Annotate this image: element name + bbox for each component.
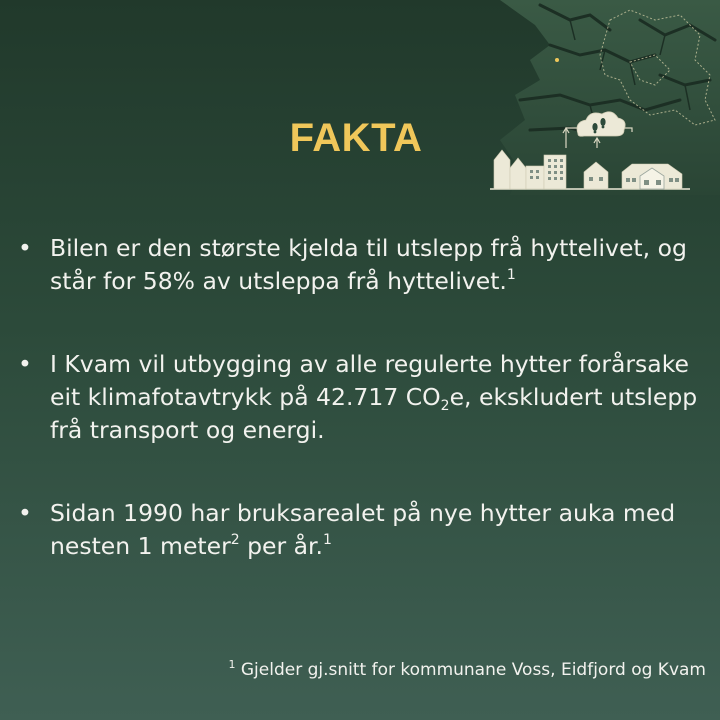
bullet-marker: • [18, 234, 32, 262]
cabin-icon [622, 164, 682, 189]
fact-item-car-emissions [18, 232, 708, 298]
footnote-ref: 1 [323, 532, 332, 548]
fact-text-continued: e, ekskludert utslepp frå transport og energi. [50, 383, 698, 444]
fact-list [18, 232, 708, 613]
fact-text: Sidan 1990 har bruksarealet på nye hytter auka med nesten 1 meter [50, 499, 676, 560]
map-illustration [480, 0, 720, 195]
footnote-marker: 1 [228, 658, 236, 671]
fact-text: I Kvam vil utbygging av alle regulerte hytter forårsake eit klimafotavtrykk på 42.717 CO [50, 350, 689, 411]
bullet-marker: • [18, 350, 32, 378]
footnote [228, 660, 706, 680]
fact-text-continued: per år. [239, 532, 324, 560]
slide-title: FAKTA [289, 116, 423, 160]
square-superscript: 2 [230, 532, 240, 548]
footnote-text: Gjelder gj.snitt for kommunane Voss, Eidfjord og Kvam [240, 660, 706, 680]
fact-item-kvam-footprint [18, 348, 708, 447]
fact-item-floor-area [18, 497, 708, 563]
bullet-marker: • [18, 499, 32, 527]
footnote-ref: 1 [506, 267, 516, 283]
fact-text: Bilen er den største kjelda til utslepp frå hyttelivet, og står for 58% av utsleppa frå hyttelivet. [50, 234, 687, 295]
co2-subscript: 2 [440, 398, 450, 414]
